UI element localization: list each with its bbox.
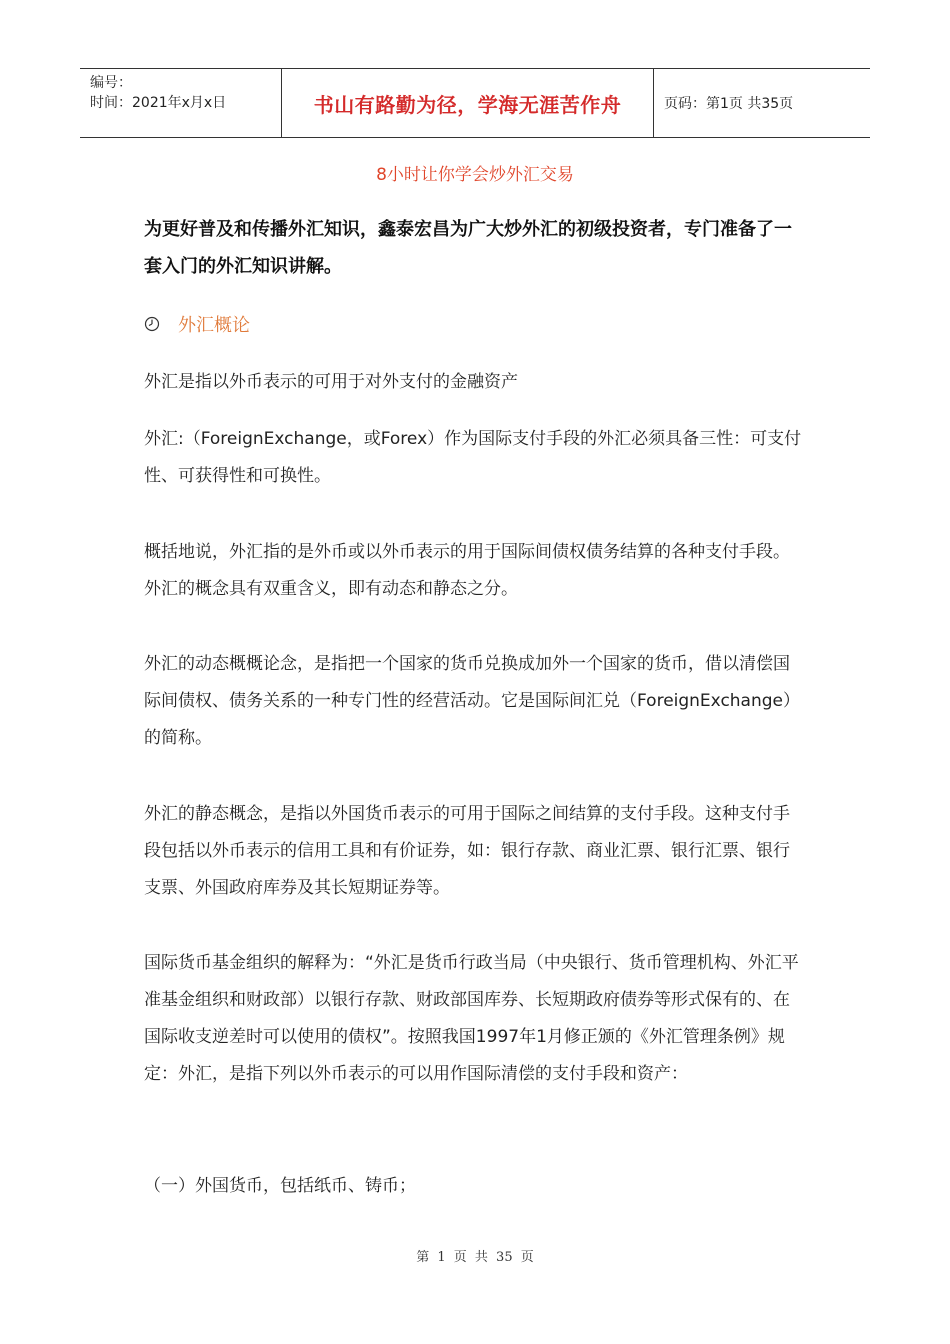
header-page-cell <box>654 69 870 137</box>
paragraph: 外汇:（ForeignExchange，或Forex）作为国际支付手段的外汇必须具备三性：可支付性、可获得性和可换性。 <box>144 429 802 486</box>
paragraph: 国际货币基金组织的解释为：“外汇是货币行政当局（中央银行、货币管理机构、外汇平准基金组织和财政部）以银行存款、财政部国库券、长短期政府债券等形式保有的、在国际收支逆差时可以使用的债权”。按照我国1997年1月修正颁的《外汇管理条例》规定：外汇，是指下列以外币表示的可以用作国际清偿的支付手段和资产： <box>144 953 799 1084</box>
document-title: 8小时让你学会炒外汇交易 <box>376 165 574 185</box>
intro-paragraph: 为更好普及和传播外汇知识，鑫泰宏昌为广大炒外汇的初级投资者，专门准备了一套入门的外汇知识讲解。 <box>144 219 792 277</box>
header-motto-cell <box>282 69 654 137</box>
time-label: 时间：2021年x月x日 <box>90 95 227 111</box>
paragraph: 外汇的静态概念，是指以外国货币表示的可用于国际之间结算的支付手段。这种支付手段包括以外币表示的信用工具和有价证券，如：银行存款、商业汇票、银行汇票、银行支票、外国政府库券及其长短期证券等。 <box>144 804 790 898</box>
paragraph: 概括地说，外汇指的是外币或以外币表示的用于国际间债权债务结算的各种支付手段。外汇的概念具有双重含义，即有动态和静态之分。 <box>144 542 790 599</box>
header-meta-cell <box>80 69 282 137</box>
header-table <box>80 68 870 138</box>
clock-icon <box>144 316 160 332</box>
section-label: 外汇概论 <box>178 315 250 336</box>
motto-text: 书山有路勤为径，学海无涯苦作舟 <box>313 92 622 117</box>
paragraph: 外汇的动态概概论念，是指把一个国家的货币兑换成加外一个国家的货币，借以清偿国际间债权、债务关系的一种专门性的经营活动。它是国际间汇兑（ForeignExchange）的简称。 <box>144 654 801 748</box>
code-label: 编号： <box>90 75 132 91</box>
paragraph: （一）外国货币，包括纸币、铸币； <box>144 1176 416 1196</box>
paragraph: 外汇是指以外币表示的可用于对外支付的金融资产 <box>144 372 518 392</box>
page-info: 页码：第1页 共35页 <box>664 96 794 112</box>
page-footer: 第 1 页 共 35 页 <box>416 1250 534 1265</box>
section-heading <box>144 311 250 337</box>
